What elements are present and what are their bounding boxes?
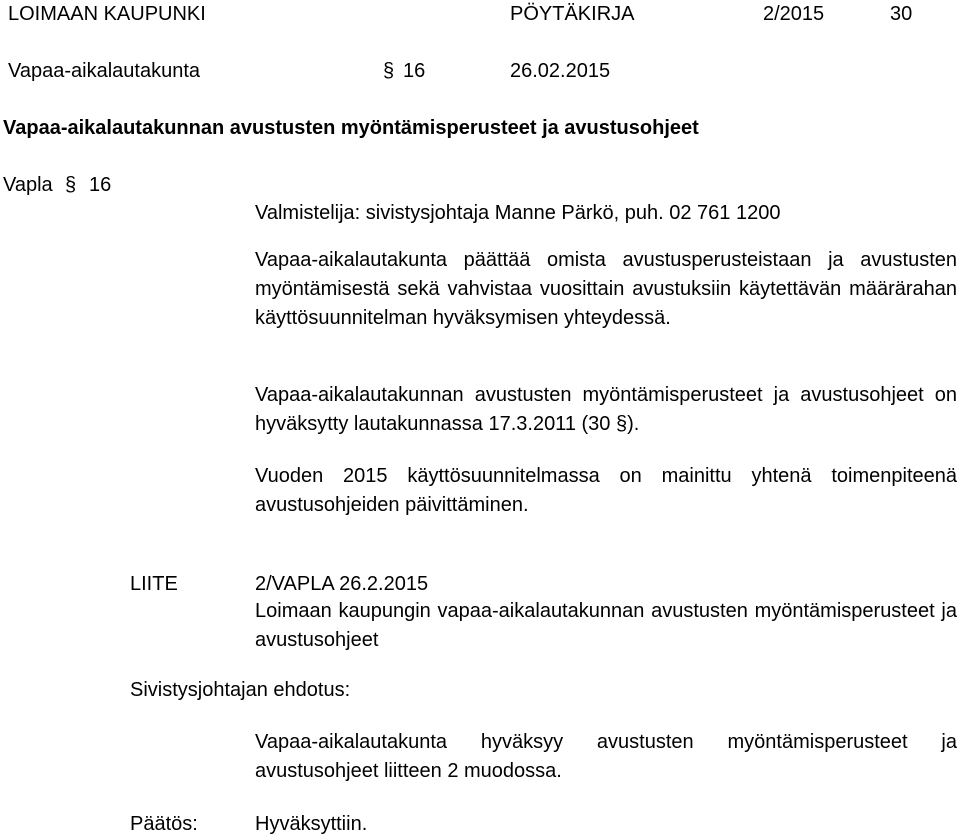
header-date: 26.02.2015 <box>510 60 611 82</box>
header-org: LOIMAAN KAUPUNKI <box>8 3 206 25</box>
decision-text: Hyväksyttiin. <box>255 813 368 835</box>
reference-label: Vapla <box>3 174 53 196</box>
paragraph-3: Vuoden 2015 käyttösuunnitelmassa on mainittu yhtenä toimenpiteenä avustusohjeiden päivittäminen. <box>255 465 957 516</box>
header-doc-number: 2/2015 <box>763 3 825 25</box>
header-section-symbol: § <box>383 60 395 82</box>
preparer-line: Valmistelija: sivistysjohtaja Manne Pärkö, puh. 02 761 1200 <box>255 202 781 224</box>
reference-number: 16 <box>89 174 112 196</box>
header-section-number: 16 <box>403 60 426 82</box>
document-title: Vapaa-aikalautakunnan avustusten myöntämisperusteet ja avustusohjeet <box>3 117 699 139</box>
attachment-code: 2/VAPLA 26.2.2015 <box>255 573 429 595</box>
paragraph-2: Vapaa-aikalautakunnan avustusten myöntämisperusteet ja avustusohjeet on hyväksytty lautakunnassa 17.3.2011 (30 §). <box>255 384 957 435</box>
header-body: Vapaa-aikalautakunta <box>8 60 200 82</box>
attachment-description: Loimaan kaupungin vapaa-aikalautakunnan avustusten myöntämisperusteet ja avustusohjeet <box>255 600 957 651</box>
proposal-label: Sivistysjohtajan ehdotus: <box>130 679 351 701</box>
proposal-text: Vapaa-aikalautakunta hyväksyy avustusten myöntämisperusteet ja avustusohjeet liitteen 2 muodossa. <box>255 731 957 782</box>
attachment-label: LIITE <box>130 573 178 595</box>
paragraph-1: Vapaa-aikalautakunta päättää omista avustusperusteistaan ja avustusten myöntämisestä sekä vahvistaa vuosittain avustuksiin käytettävän määrärahan käyttösuunnitelman hyväksymisen yhteydessä. <box>255 249 957 329</box>
reference-symbol: § <box>65 174 77 196</box>
decision-label: Päätös: <box>130 813 198 835</box>
header-doc-type: PÖYTÄKIRJA <box>510 3 635 25</box>
header-page-number: 30 <box>890 3 913 25</box>
